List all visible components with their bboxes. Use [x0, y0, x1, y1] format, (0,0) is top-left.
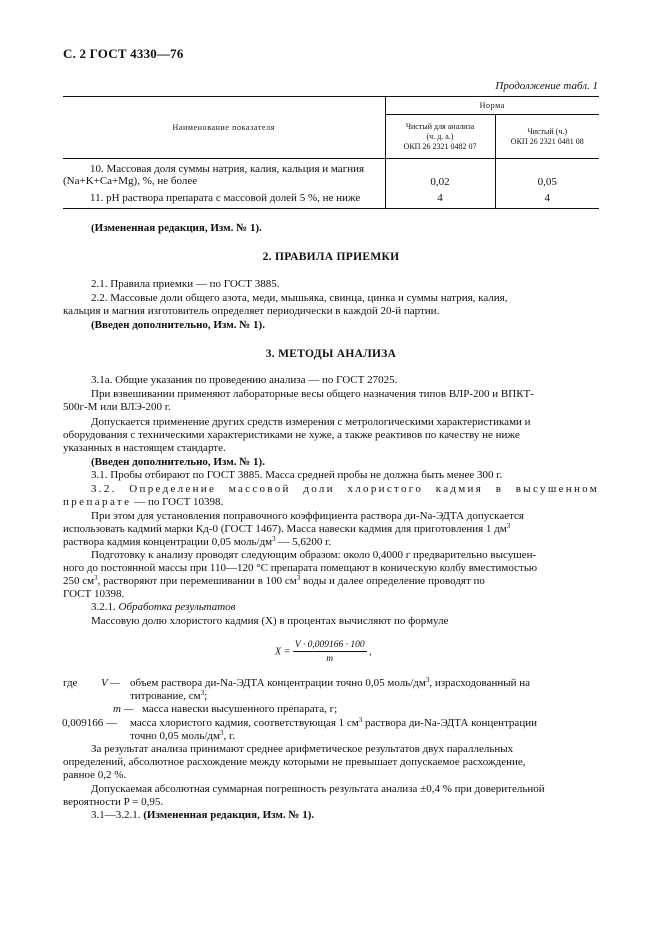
para-result	[63, 743, 599, 782]
table-continuation-label: Продолжение табл. 1	[495, 80, 598, 92]
col-name-header: Наименование показателя	[63, 97, 385, 159]
para-3-1: 3.1. Пробы отбирают по ГОСТ 3885. Масса средней пробы не должна быть менее 300 г.	[91, 469, 503, 481]
formula-numerator: V · 0,009166 · 100	[294, 640, 365, 650]
para-final-note	[63, 809, 599, 822]
para-3-2-kadmium-line3-b: — 5,6200 г.	[275, 536, 332, 548]
def-v-text	[130, 677, 599, 703]
formula-denominator: m	[326, 654, 334, 664]
para-3-2-line1: 3.2. Определение массовой доли хлористого кадмия в высушенном	[91, 483, 599, 495]
table-row	[63, 189, 599, 209]
def-v-line1-a: объем раствора ди-Na-ЭДТА концентрации точно 0,05 моль/дм	[130, 677, 426, 689]
table-row	[63, 159, 599, 189]
def-m-text: масса навески высушенного препарата, г;	[142, 703, 338, 715]
formula-lhs: X =	[275, 646, 291, 658]
row-name-10-line2: (Na+K+Ca+Mg), %, не более	[63, 174, 198, 187]
def-k-line2-a: точно 0,05 моль/дм	[130, 730, 220, 742]
col-norm-header: Норма	[385, 97, 599, 115]
def-k-symbol: 0,009166 —	[62, 717, 117, 729]
section-2-title: 2. ПРАВИЛА ПРИЕМКИ	[262, 251, 400, 263]
row-10-value-pure: 0,05	[495, 159, 599, 189]
col-pure-analysis-abbr: (ч. д. а.)	[426, 131, 454, 141]
section-3-title: 3. МЕТОДЫ АНАЛИЗА	[265, 348, 397, 360]
row-10-value-pure-analysis: 0,02	[385, 159, 495, 189]
para-2-2-line1: 2.2. Массовые доли общего азота, меди, мышьяка, свинца, цинка и суммы натрия, калия,	[91, 292, 508, 304]
para-3-2-1-text: Массовую долю хлористого кадмия (X) в процентах вычисляют по формуле	[91, 615, 449, 627]
formula-fraction	[293, 640, 367, 664]
def-v-line2-b: ;	[204, 690, 208, 702]
para-3-2-1-number: 3.2.1.	[91, 601, 116, 613]
final-note-edit: (Измененная редакция, Изм. № 1).	[143, 809, 315, 821]
col-pure-analysis-okp: ОКП 26 2321 0482 07	[403, 141, 477, 151]
row-name-10	[63, 159, 385, 189]
para-3-2-prep-line3-c: воды и далее определение проводят по	[300, 575, 485, 587]
superscript: 3	[358, 716, 363, 724]
para-3-1a-scales-line1: При взвешивании применяют лабораторные весы общего назначения типов ВЛР-200 и ВПКТ-	[91, 388, 534, 400]
para-error-line1: Допускаемая абсолютная суммарная погрешность результата анализа ±0,4 % при доверительной	[91, 783, 545, 795]
superscript: 3	[94, 574, 98, 582]
para-3-1a-scales-line2: 500г-М или ВЛЭ-200 г.	[63, 401, 171, 413]
note-section-3-added: (Введен дополнительно, Изм. № 1).	[91, 456, 265, 468]
para-3-1a-allowed-line2: оборудования с техническими характеристиками не хуже, а также реактивов по качеству не ниже	[63, 429, 520, 441]
para-error-line2: вероятности P = 0,95.	[63, 796, 164, 808]
table-header-row	[63, 97, 599, 115]
para-3-1a-allowed-line3: указанных в настоящем стандарте.	[63, 442, 226, 454]
para-error	[63, 783, 599, 809]
col-pure-header	[495, 115, 599, 159]
para-3-2-prep-line4: ГОСТ 10398.	[63, 588, 125, 600]
para-3-2-1-heading	[63, 601, 599, 614]
def-m-symbol: m —	[113, 703, 134, 715]
superscript: 3	[506, 522, 511, 530]
para-3-2-1-title: Обработка результатов	[118, 601, 236, 613]
def-k-line1-b: раствора ди-Na-ЭДТА концентрации	[362, 717, 537, 729]
superscript: 3	[296, 574, 301, 582]
para-3-2-line2-spaced: препарате	[63, 496, 132, 508]
para-3-2-kadmium-line2: использовать кадмий марки Кд-0 (ГОСТ 1467). Масса навески кадмия для приготовления 1 дм	[63, 523, 507, 535]
para-result-line1: За результат анализа принимают среднее арифметическое результатов двух параллельных	[91, 743, 514, 755]
def-v-line2-a: титрование, см	[130, 690, 201, 702]
para-3-1a-allowed-line1: Допускается применение других средств измерения с метрологическими характеристиками и	[91, 416, 531, 428]
def-v-line1-b: , израсходованный на	[429, 677, 531, 689]
para-2-2	[63, 292, 599, 318]
para-result-line2: определений, абсолютное расхождение между которыми не превышает допускаемое расхождение,	[63, 756, 526, 768]
para-3-2-prep	[63, 549, 599, 601]
para-3-2-prep-line1: Подготовку к анализу проводят следующим образом: около 0,4000 г предварительно высушен-	[91, 549, 537, 561]
para-3-1a-allowed	[63, 416, 599, 455]
formula	[275, 640, 372, 664]
para-3-2	[63, 483, 599, 509]
spec-table	[63, 96, 599, 209]
superscript: 3	[219, 729, 224, 737]
def-k-line2-b: , г.	[223, 730, 236, 742]
edit-note-table: (Измененная редакция, Изм. № 1).	[91, 222, 262, 234]
para-3-2-prep-line2: ного до постоянной массы при 110—120 °С препарата помещают в коническую колбу вместимостью	[63, 562, 538, 574]
para-3-1a: 3.1а. Общие указания по проведению анализа — по ГОСТ 27025.	[91, 374, 398, 386]
superscript: 3	[200, 689, 205, 697]
para-3-1a-scales	[63, 388, 599, 414]
final-note-range: 3.1—3.2.1.	[91, 809, 144, 821]
row-11-value-pure: 4	[495, 189, 599, 209]
formula-tail: ,	[369, 646, 372, 658]
col-pure-okp: ОКП 26 2321 0481 08	[510, 136, 584, 146]
col-pure-label: Чистый (ч.)	[527, 126, 568, 136]
para-3-2-kadmium-line1: При этом для установления поправочного коэффициента раствора ди-Na-ЭДТА допускается	[91, 510, 524, 522]
row-11-value-pure-analysis: 4	[385, 189, 495, 209]
page-header: С. 2 ГОСТ 4330—76	[63, 46, 184, 61]
row-name-10-line1: 10. Массовая доля суммы натрия, калия, кальция и магния	[90, 162, 365, 175]
para-3-2-kadmium-line3-a: раствора кадмия концентрации 0,05 моль/дм	[63, 536, 273, 548]
col-pure-analysis-label: Чистый для анализа	[405, 121, 475, 131]
para-result-line3: равное 0,2 %.	[63, 769, 127, 781]
note-section-2: (Введен дополнительно, Изм. № 1).	[91, 319, 265, 331]
col-pure-analysis-header	[385, 115, 495, 159]
def-k-line1-a: масса хлористого кадмия, соответствующая 1 см	[130, 717, 359, 729]
para-3-2-prep-line3-a: 250 см	[63, 575, 95, 587]
row-name-11: 11. pH раствора препарата с массовой долей 5 %, не ниже	[63, 189, 385, 209]
def-v-symbol: V —	[101, 677, 121, 689]
para-2-2-line2: кальция и магния изготовитель определяет периодически в каждой 20-й партии.	[63, 305, 440, 317]
def-k-text	[130, 717, 599, 743]
superscript: 3	[425, 676, 430, 684]
para-3-2-kadmium	[63, 510, 599, 549]
superscript: 3	[272, 535, 276, 543]
para-3-2-prep-line3-b: , растворяют при перемешивании в 100 см	[97, 575, 297, 587]
where-label: где	[63, 677, 78, 689]
para-3-2-line2-rest: — по ГОСТ 10398.	[131, 496, 224, 508]
para-2-1: 2.1. Правила приемки — по ГОСТ 3885.	[91, 278, 280, 290]
